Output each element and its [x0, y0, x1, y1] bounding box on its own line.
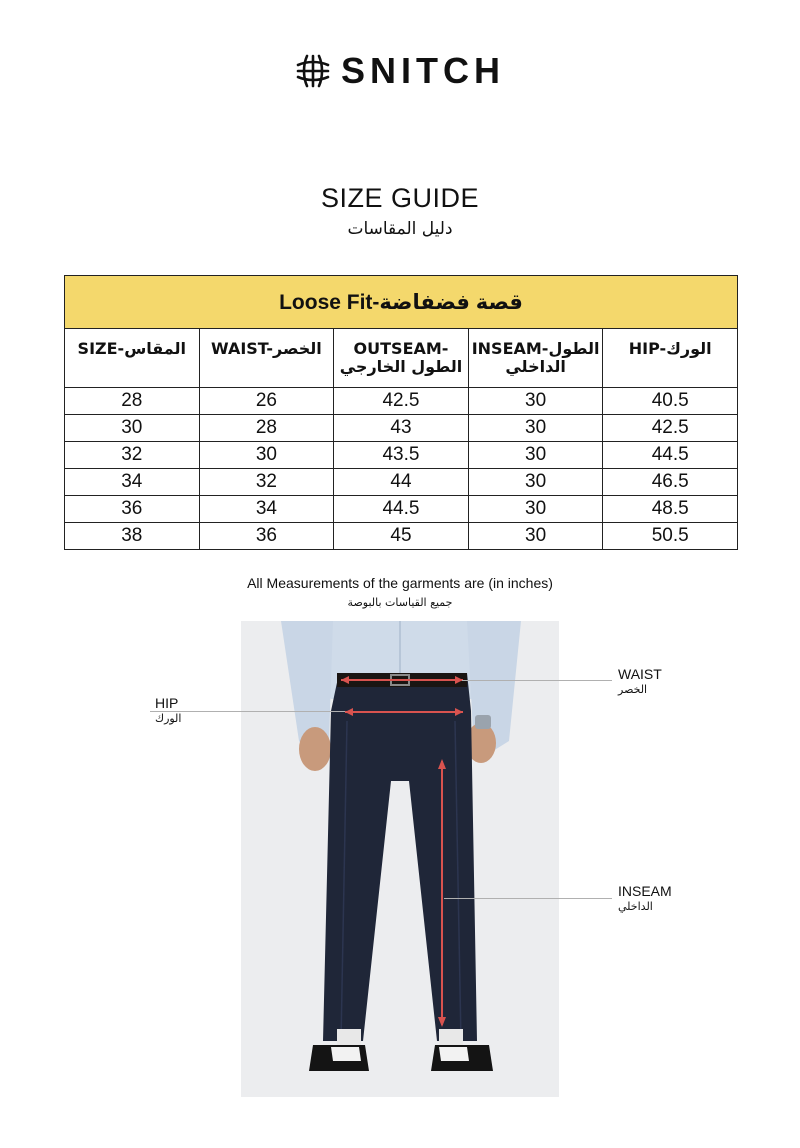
cell-hip: 50.5 — [603, 523, 738, 550]
waist-callout-label-arabic: الخصر — [618, 683, 648, 696]
hip-callout — [155, 695, 181, 727]
cell-inseam: 30 — [468, 523, 603, 550]
cell-inseam: 30 — [468, 469, 603, 496]
cell-hip: 42.5 — [603, 415, 738, 442]
cell-waist: 36 — [199, 523, 334, 550]
column-header-row — [65, 329, 738, 388]
cell-inseam: 30 — [468, 388, 603, 415]
column-header-inseam: INSEAM-الطول الداخلي — [468, 329, 603, 388]
cell-size: 30 — [65, 415, 200, 442]
cell-outseam: 43 — [334, 415, 469, 442]
inseam-leader-line — [444, 898, 612, 899]
brand-name: SNITCH — [341, 50, 505, 91]
cell-inseam: 30 — [468, 442, 603, 469]
cell-waist: 28 — [199, 415, 334, 442]
brand-header — [0, 50, 800, 92]
cell-size: 36 — [65, 496, 200, 523]
cell-outseam: 42.5 — [334, 388, 469, 415]
column-header-waist: WAIST-الخصر — [199, 329, 334, 388]
cell-outseam: 43.5 — [334, 442, 469, 469]
cell-outseam: 45 — [334, 523, 469, 550]
fit-title: Loose Fit-قصة فضفاضة — [65, 276, 738, 329]
cell-hip: 46.5 — [603, 469, 738, 496]
table-row — [65, 442, 738, 469]
cell-waist: 32 — [199, 469, 334, 496]
measurement-note-arabic: جميع القياسات بالبوصة — [347, 596, 453, 609]
waist-callout-label: WAIST — [618, 666, 662, 682]
column-header-size: SIZE-المقاس — [65, 329, 200, 388]
waist-leader-line — [462, 680, 612, 681]
cell-waist: 34 — [199, 496, 334, 523]
trouser-model-image — [241, 621, 559, 1097]
cell-waist: 30 — [199, 442, 334, 469]
page-title: SIZE GUIDE — [320, 183, 480, 213]
inseam-callout — [618, 883, 672, 915]
column-header-hip: HIP-الورك — [603, 329, 738, 388]
cell-size: 38 — [65, 523, 200, 550]
hip-callout-label: HIP — [155, 695, 179, 711]
inseam-callout-label-arabic: الداخلي — [618, 900, 653, 913]
table-row — [65, 523, 738, 550]
cell-waist: 26 — [199, 388, 334, 415]
hip-callout-label-arabic: الورك — [155, 712, 182, 725]
cell-hip: 48.5 — [603, 496, 738, 523]
model-illustration — [241, 621, 559, 1097]
size-chart-table — [64, 275, 738, 550]
measurement-note: All Measurements of the garments are (in inches) — [247, 575, 553, 591]
column-header-outseam: OUTSEAM- الطول الخارجي — [334, 329, 469, 388]
cell-size: 34 — [65, 469, 200, 496]
table-row — [65, 496, 738, 523]
cell-inseam: 30 — [468, 496, 603, 523]
cell-size: 28 — [65, 388, 200, 415]
cell-hip: 40.5 — [603, 388, 738, 415]
snitch-logo-icon — [295, 53, 331, 89]
table-row — [65, 415, 738, 442]
page-title-arabic: دليل المقاسات — [347, 219, 453, 239]
cell-inseam: 30 — [468, 415, 603, 442]
cell-hip: 44.5 — [603, 442, 738, 469]
inseam-callout-label: INSEAM — [618, 883, 672, 899]
table-row — [65, 388, 738, 415]
cell-size: 32 — [65, 442, 200, 469]
cell-outseam: 44.5 — [334, 496, 469, 523]
waist-callout — [618, 666, 662, 698]
cell-outseam: 44 — [334, 469, 469, 496]
table-row — [65, 469, 738, 496]
